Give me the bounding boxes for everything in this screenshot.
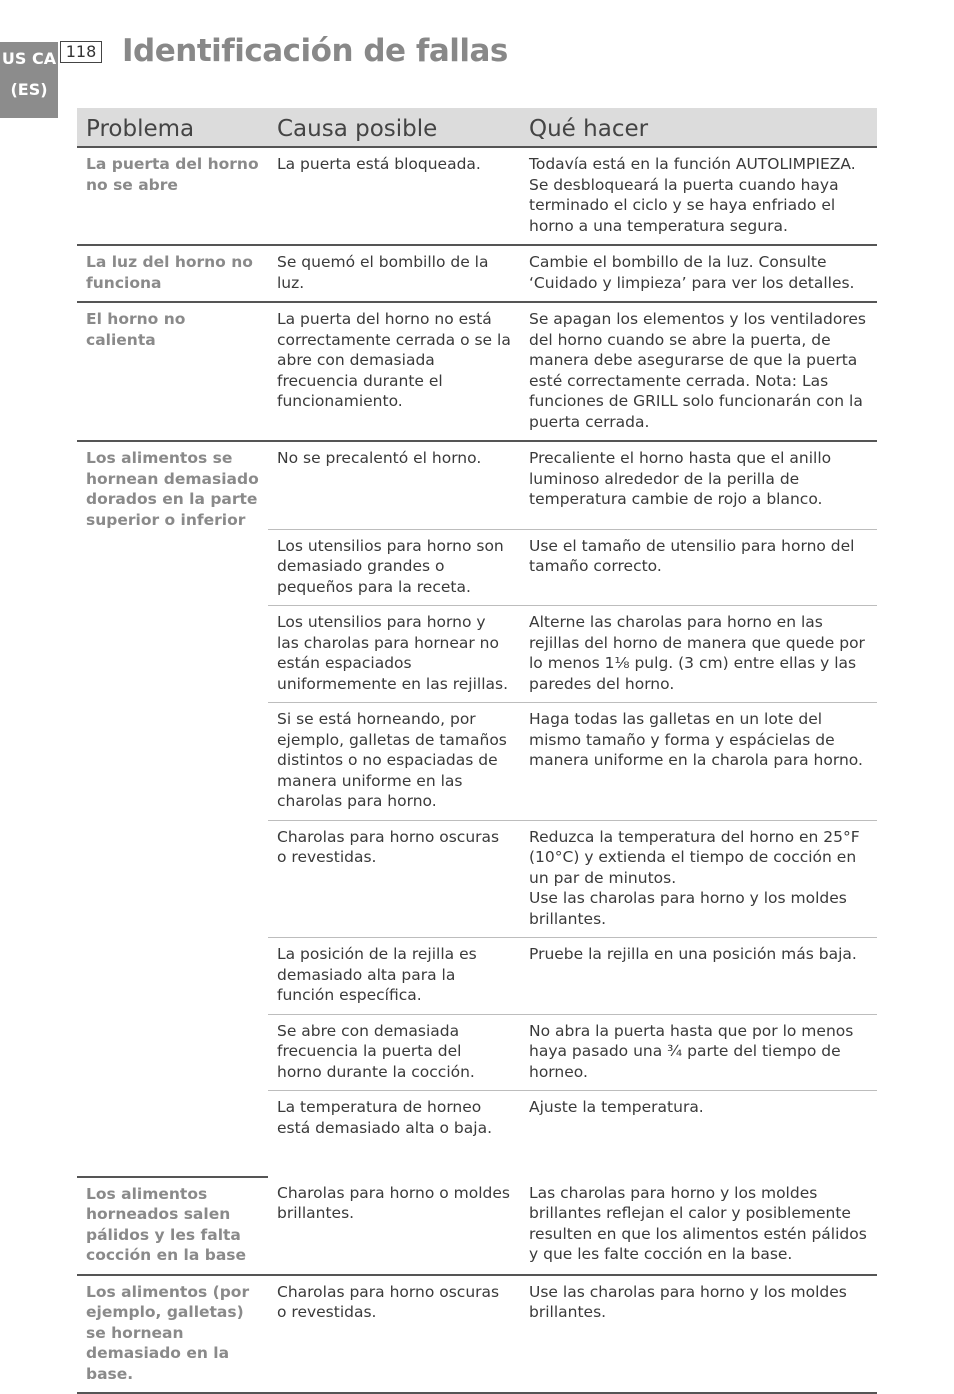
cause-cell: La puerta del horno no está correctamente cerrada o se la abre con demasiada frecuencia durante el funcionamiento. xyxy=(268,302,520,441)
cause-cell: Los utensilios para horno y las charolas para hornear no están espaciados uniformemente en las rejillas. xyxy=(268,606,520,703)
header-problem: Problema xyxy=(77,108,268,147)
region-tab-line1: US CA xyxy=(1,49,57,68)
cause-cell: Si se está horneando, por ejemplo, galletas de tamaños distintos o no espaciadas de manera uniforme en las charolas para horno. xyxy=(268,703,520,821)
action-cell: Alterne las charolas para horno en las rejillas del horno de manera que quede por lo menos 1⅛ pulg. (3 cm) entre ellas y las paredes del horno. xyxy=(520,606,877,703)
problem-cell: Los alimentos horneados salen pálidos y les falta cocción en la base xyxy=(77,1177,268,1275)
table-row xyxy=(77,441,877,529)
action-cell: Cambie el bombillo de la luz. Consulte ‘Cuidado y limpieza’ para ver los detalles. xyxy=(520,245,877,302)
cause-cell: La posición de la rejilla es demasiado alta para la función específica. xyxy=(268,938,520,1015)
header-cause: Causa posible xyxy=(268,108,520,147)
problem-cell: Los alimentos (por ejemplo, galletas) se hornean demasiado en la base. xyxy=(77,1275,268,1394)
action-cell: Use el tamaño de utensilio para horno del tamaño correcto. xyxy=(520,529,877,606)
action-cell: Use las charolas para horno y los moldes brillantes. xyxy=(520,1275,877,1394)
region-tab xyxy=(0,42,58,118)
table-header-row xyxy=(77,108,877,147)
action-cell: Haga todas las galletas en un lote del mismo tamaño y forma y espácielas de manera uniforme en la charola para horno. xyxy=(520,703,877,821)
problem-cell: La puerta del horno no se abre xyxy=(77,147,268,245)
cause-cell: Los utensilios para horno son demasiado grandes o pequeños para la receta. xyxy=(268,529,520,606)
problem-cell: La luz del horno no funciona xyxy=(77,245,268,302)
cause-cell: Charolas para horno o moldes brillantes. xyxy=(268,1177,520,1275)
table-row xyxy=(77,302,877,441)
troubleshooting-table xyxy=(77,108,877,1394)
table-row xyxy=(77,1177,877,1275)
cause-cell: Se quemó el bombillo de la luz. xyxy=(268,245,520,302)
problem-cell: Los alimentos se hornean demasiado dorados en la parte superior o inferior xyxy=(77,441,268,1177)
action-cell: Ajuste la temperatura. xyxy=(529,1098,704,1116)
action-cell: Pruebe la rejilla en una posición más baja. xyxy=(520,938,877,1015)
cause-cell: La temperatura de horneo está demasiado alta o baja. xyxy=(277,1098,493,1137)
action-cell: Se apagan los elementos y los ventiladores del horno cuando se abre la puerta, de manera debe asegurarse de que la puerta esté correctamente cerrada. Nota: Las funciones de GRILL solo funcionarán con la puerta cerrada. xyxy=(520,302,877,441)
page-number: 118 xyxy=(60,41,102,63)
cause-cell: No se precalentó el horno. xyxy=(268,441,520,529)
action-cell: Las charolas para horno y los moldes brillantes reflejan el calor y posiblemente resulten en que los alimentos estén pálidos y que les falte cocción en la base. xyxy=(520,1177,877,1275)
region-tab-line2: (ES) xyxy=(10,80,48,99)
table-row xyxy=(77,1275,877,1394)
action-cell: Precaliente el horno hasta que el anillo luminoso alrededor de la perilla de temperatura cambie de rojo a blanco. xyxy=(520,441,877,529)
header-action: Qué hacer xyxy=(520,108,877,147)
table-body xyxy=(77,147,877,1393)
action-cell: Reduzca la temperatura del horno en 25°F (10°C) y extienda el tiempo de cocción en un par de minutos. Use las charolas para horno y los moldes brillantes. xyxy=(520,820,877,938)
cause-cell: Se abre con demasiada frecuencia la puerta del horno durante la cocción. xyxy=(268,1014,520,1091)
table-row xyxy=(77,147,877,245)
cause-cell: Charolas para horno oscuras o revestidas. xyxy=(268,1275,520,1394)
cause-cell: Charolas para horno oscuras o revestidas. xyxy=(268,820,520,938)
action-cell: Todavía está en la función AUTOLIMPIEZA. Se desbloqueará la puerta cuando haya terminado el ciclo y se haya enfriado el horno a una temperatura segura. xyxy=(520,147,877,245)
problem-cell: El horno no calienta xyxy=(77,302,268,441)
cause-cell: La puerta está bloqueada. xyxy=(268,147,520,245)
table-row xyxy=(77,245,877,302)
page-title: Identificación de fallas xyxy=(122,33,508,69)
action-cell: No abra la puerta hasta que por lo menos haya pasado una ¾ parte del tiempo de horneo. xyxy=(520,1014,877,1091)
